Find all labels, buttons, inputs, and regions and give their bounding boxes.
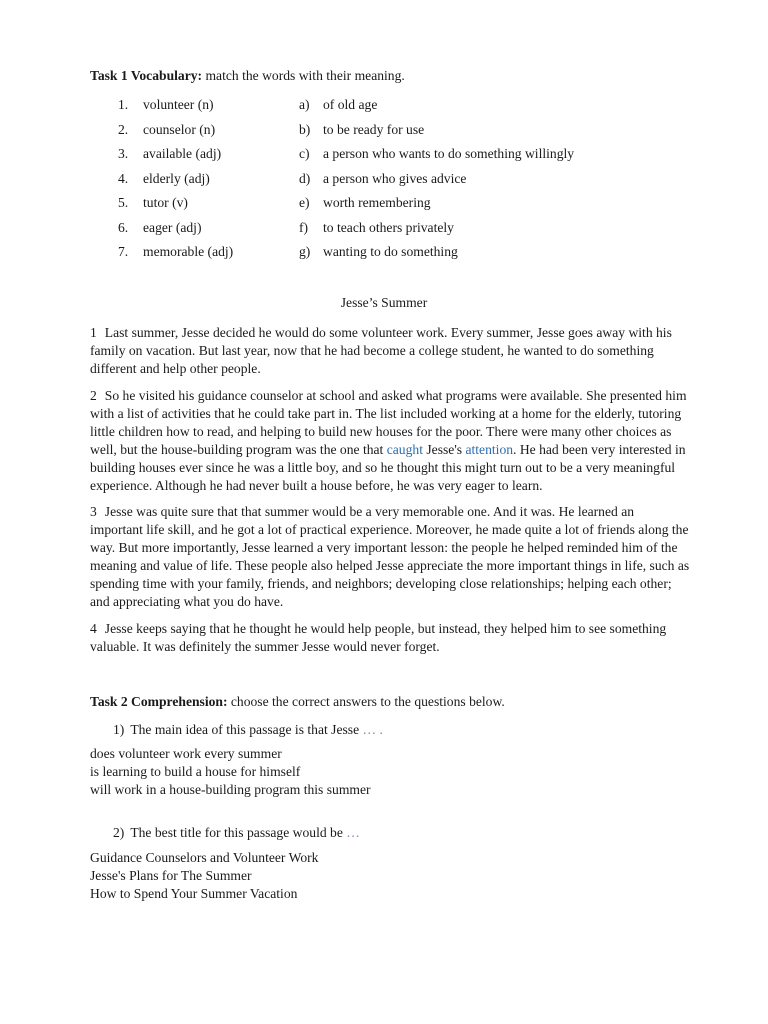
- paragraph-text: Last summer, Jesse decided he would do some volunteer work. Every summer, Jesse goes away with his family on vacation. But last year, now that he had become a college student, he wanted to do something different and help other people.: [90, 325, 672, 376]
- question-text: The main idea of this passage is that Jesse: [130, 722, 363, 737]
- answer-option[interactable]: Jesse's Plans for The Summer: [90, 868, 252, 883]
- paragraph-number: 1: [90, 325, 97, 340]
- paragraph-number: 2: [90, 388, 97, 403]
- vocab-row: [0, 171, 768, 189]
- vocab-word: tutor (v): [143, 195, 188, 210]
- answer-blank: …: [346, 825, 360, 840]
- task2-label: Task 2 Comprehension:: [90, 694, 228, 709]
- question-1: [113, 722, 383, 738]
- vocab-word: elderly (adj): [143, 171, 210, 186]
- vocab-row: [0, 146, 768, 164]
- vocab-number: 1.: [118, 97, 129, 112]
- paragraph-text: Jesse keeps saying that he thought he would help people, but instead, they helped him to see something valuable. It was definitely the summer Jesse would never forget.: [90, 621, 667, 654]
- vocab-row: [0, 122, 768, 140]
- task1-label: Task 1 Vocabulary:: [90, 68, 203, 83]
- vocab-number: 2.: [118, 122, 129, 137]
- paragraph-number: 3: [90, 504, 97, 519]
- answer-option[interactable]: is learning to build a house for himself: [90, 764, 301, 779]
- paragraph-text: Jesse's: [422, 442, 466, 457]
- answer-option[interactable]: will work in a house-building program this summer: [90, 782, 371, 797]
- paragraph-text: Jesse was quite sure that that summer would be a very memorable one. And it was. He learned an important life skill, and he got a lot of practical experience. Moreover, he made quite a lot of friends along the way. But more importantly, Jesse learned a very important lesson: the people he helped reminded him of the meaning and value of life. These people also helped Jesse appreciate the more important things in life, such as spending time with your family, friends, and neighbors; developing close relationships; helping each other; and appreciating what you do have.: [90, 504, 690, 609]
- vocab-row: [0, 244, 768, 262]
- task1-instruction: match the words with their meaning.: [202, 68, 405, 83]
- meaning-letter: f): [299, 220, 309, 235]
- paragraph-text: . He had been very interested in building houses ever since he was a little boy, and so he thought this might turn out to be a very meaningful experience. Although he had never built a house before, he was very eager to learn.: [90, 442, 686, 493]
- vocab-word: eager (adj): [143, 220, 202, 235]
- vocab-row: [0, 97, 768, 115]
- vocab-meaning: to teach others privately: [323, 220, 454, 235]
- vocab-number: 4.: [118, 171, 129, 186]
- question-2: [113, 825, 360, 841]
- vocab-meaning: to be ready for use: [323, 122, 425, 137]
- question-number: 1): [113, 722, 125, 737]
- vocab-meaning: worth remembering: [323, 195, 431, 210]
- caught-link[interactable]: caught: [386, 442, 423, 457]
- answer-option[interactable]: does volunteer work every summer: [90, 746, 282, 761]
- meaning-letter: d): [299, 171, 311, 186]
- vocab-row: [0, 195, 768, 213]
- vocab-word: counselor (n): [143, 122, 216, 137]
- vocab-meaning: a person who wants to do something willingly: [323, 146, 575, 161]
- meaning-letter: g): [299, 244, 311, 259]
- paragraph-text: So he visited his guidance counselor at school and asked what programs were available. She presented him with a list of activities that he could take part in. The list included working at a home for the elderly, tutoring little children how to read, and helping to build new houses for the poor. There were many other choices as well, but the house-building program was the one that: [90, 388, 687, 457]
- task2-instruction: choose the correct answers to the questions below.: [227, 694, 505, 709]
- task1-heading: [90, 68, 405, 84]
- vocab-number: 5.: [118, 195, 129, 210]
- vocab-word: available (adj): [143, 146, 222, 161]
- attention-link[interactable]: attention: [465, 442, 514, 457]
- vocab-meaning: wanting to do something: [323, 244, 458, 259]
- meaning-letter: a): [299, 97, 310, 112]
- task2-heading: [90, 694, 505, 710]
- answer-blank: … .: [362, 722, 383, 737]
- answer-option[interactable]: How to Spend Your Summer Vacation: [90, 886, 298, 901]
- paragraph-number: 4: [90, 621, 97, 636]
- meaning-letter: b): [299, 122, 311, 137]
- meaning-letter: c): [299, 146, 310, 161]
- vocab-number: 3.: [118, 146, 129, 161]
- paragraph-1: [90, 324, 690, 378]
- vocab-word: memorable (adj): [143, 244, 234, 259]
- question-number: 2): [113, 825, 125, 840]
- question-text: The best title for this passage would be: [130, 825, 347, 840]
- paragraph-3: [90, 503, 690, 611]
- vocab-row: [0, 220, 768, 238]
- vocab-number: 7.: [118, 244, 129, 259]
- paragraph-2: [90, 387, 690, 495]
- vocab-number: 6.: [118, 220, 129, 235]
- answer-option[interactable]: Guidance Counselors and Volunteer Work: [90, 850, 319, 865]
- vocab-word: volunteer (n): [143, 97, 214, 112]
- paragraph-4: [90, 620, 690, 656]
- meaning-letter: e): [299, 195, 310, 210]
- vocab-meaning: of old age: [323, 97, 378, 112]
- vocab-meaning: a person who gives advice: [323, 171, 467, 186]
- passage-title: Jesse’s Summer: [340, 295, 428, 310]
